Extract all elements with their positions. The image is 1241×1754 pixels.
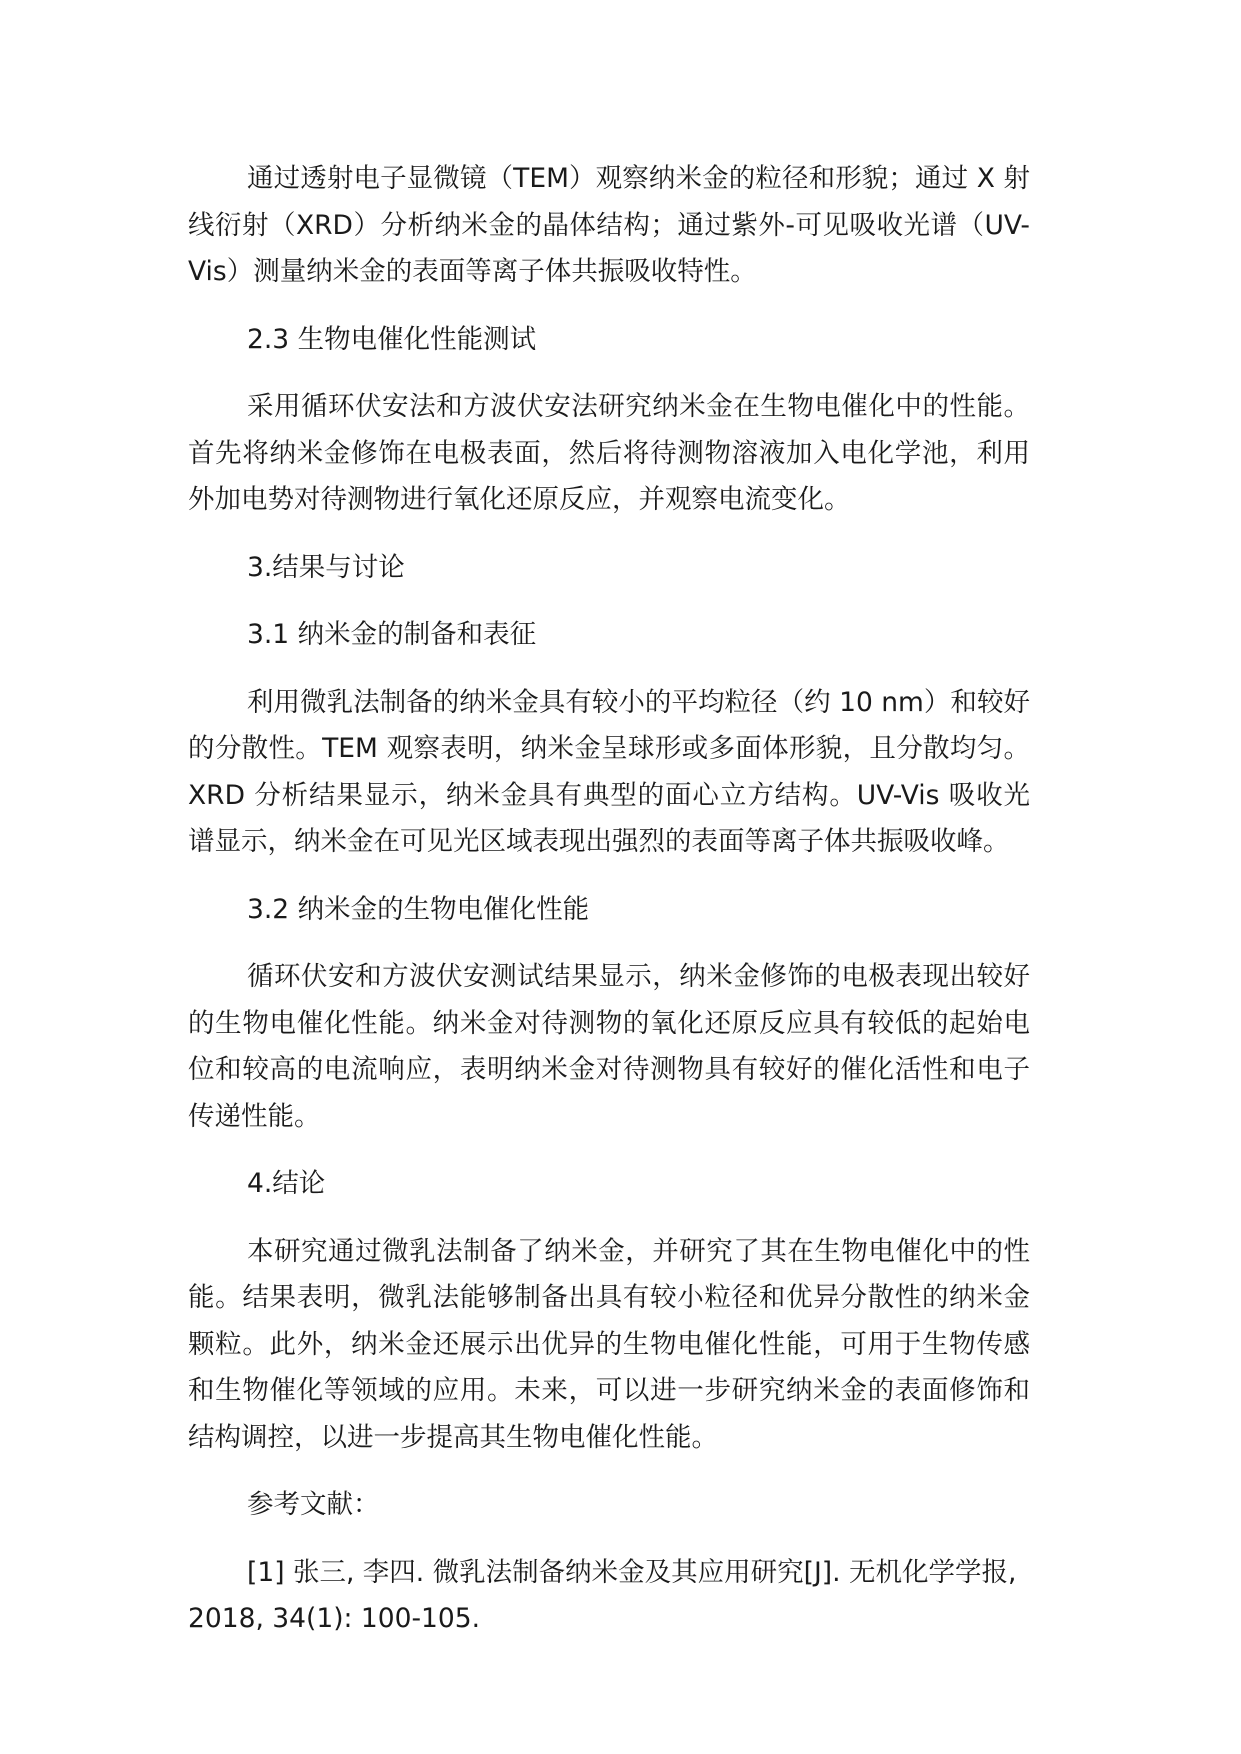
references-heading: 参考文献：	[247, 1489, 380, 1520]
paragraph-conclusion: 本研究通过微乳法制备了纳米金，并研究了其在生物电催化中的性能。结果表明，微乳法能够制备出具有较小粒径和优异分散性的纳米金颗粒。此外，纳米金还展示出优异的生物电催化性能，可用于生物传感和生物催化等领域的应用。未来，可以进一步研究纳米金的表面修饰和结构调控，以进一步提高其生物电催化性能。	[188, 1235, 1030, 1453]
paragraph-electrocatalysis-test: 采用循环伏安法和方波伏安法研究纳米金在生物电催化中的性能。首先将纳米金修饰在电极表面，然后将待测物溶液加入电化学池，利用外加电势对待测物进行氧化还原反应，并观察电流变化。	[188, 391, 1030, 515]
document-body	[188, 156, 1030, 1664]
section-heading-3-1: 3.1 纳米金的制备和表征	[247, 619, 537, 650]
reference-item-1: [1] 张三, 李四. 微乳法制备纳米金及其应用研究[J]. 无机化学学报, 2018, 34(1): 100-105.	[188, 1556, 1017, 1634]
paragraph-electrocatalysis-results: 循环伏安和方波伏安测试结果显示，纳米金修饰的电极表现出较好的生物电催化性能。纳米金对待测物的氧化还原反应具有较低的起始电位和较高的电流响应，表明纳米金对待测物具有较好的催化活性和电子传递性能。	[188, 961, 1030, 1132]
paragraph-preparation-results: 利用微乳法制备的纳米金具有较小的平均粒径（约 10 nm）和较好的分散性。TEM 观察表明，纳米金呈球形或多面体形貌，且分散均匀。XRD 分析结果显示，纳米金具有典型的面心立方结构。UV-Vis 吸收光谱显示，纳米金在可见光区域表现出强烈的表面等离子体共振吸收峰。	[188, 686, 1030, 857]
section-heading-4: 4.结论	[247, 1168, 326, 1199]
section-heading-3-2: 3.2 纳米金的生物电催化性能	[247, 893, 590, 925]
paragraph-characterization-methods: 通过透射电子显微镜（TEM）观察纳米金的粒径和形貌；通过 X 射线衍射（XRD）分析纳米金的晶体结构；通过紫外-可见吸收光谱（UV-Vis）测量纳米金的表面等离子体共振吸收特性。	[188, 163, 1030, 287]
section-heading-3: 3.结果与讨论	[247, 551, 405, 583]
section-heading-2-3: 2.3 生物电催化性能测试	[247, 323, 537, 355]
